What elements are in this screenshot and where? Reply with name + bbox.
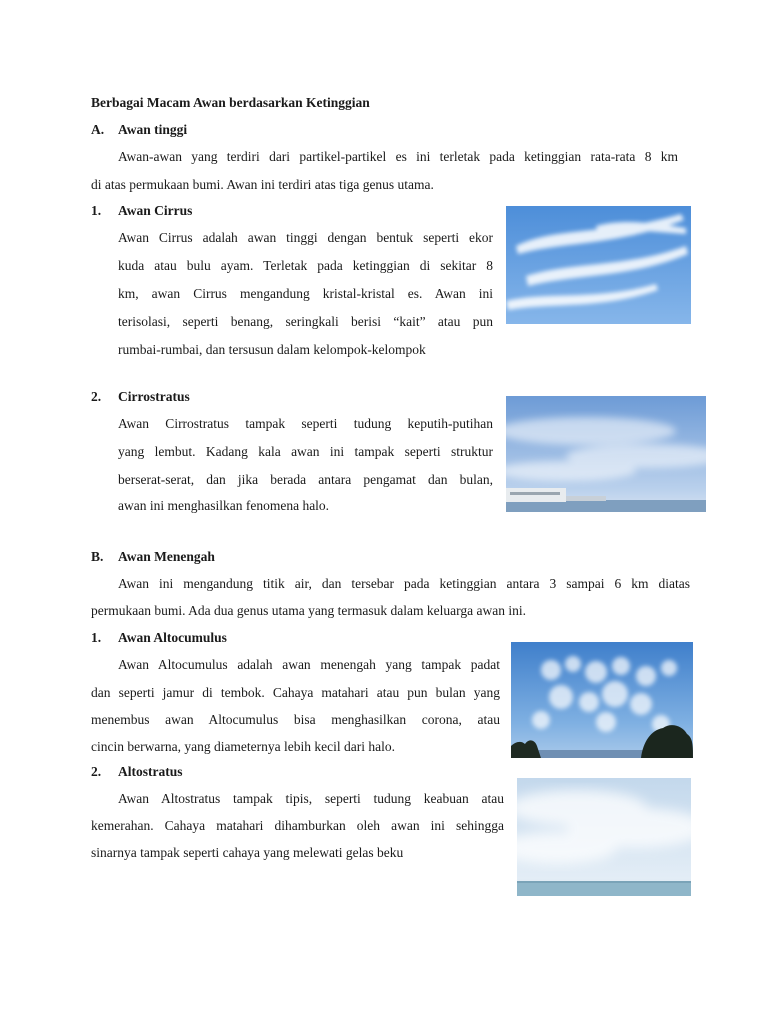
altostratus-line-2: kemerahan. Cahaya matahari dihamburkan oleh awan ini sehingga [91,818,504,833]
section-b-marker: B. [91,549,104,564]
cirrus-heading: Awan Cirrus [118,203,193,218]
section-b-heading: Awan Menengah [118,549,215,564]
cirrostratus-line-3: berserat-serat, dan jika berada antara pengamat dan bulan, [118,472,493,487]
altostratus-heading: Altostratus [118,764,183,779]
section-b-line-1: Awan ini mengandung titik air, dan tersebar pada ketinggian antara 3 sampai 6 km diatas [118,576,690,591]
altocumulus-heading: Awan Altocumulus [118,630,227,645]
page-title: Berbagai Macam Awan berdasarkan Ketinggian [91,95,370,110]
section-a-marker: A. [91,122,105,137]
cirrus-line-2: kuda atau bulu ayam. Terletak pada ketinggian di sekitar 8 [118,258,493,273]
cirrus-line-1: Awan Cirrus adalah awan tinggi dengan bentuk seperti ekor [118,230,493,245]
altocumulus-line-4: cincin berwarna, yang diameternya lebih kecil dari halo. [91,739,395,754]
cirrus-line-5: rumbai-rumbai, dan tersusun dalam kelompok-kelompok [118,342,426,357]
altostratus-line-1: Awan Altostratus tampak tipis, seperti tudung keabuan atau [118,791,504,806]
altocumulus-line-2: dan seperti jamur di tembok. Cahaya matahari atau pun bulan yang [91,685,500,700]
cirrostratus-line-4: awan ini menghasilkan fenomena halo. [118,498,330,513]
cirrostratus-line-1: Awan Cirrostratus tampak seperti tudung keputih-putihan [118,416,493,431]
altostratus-cloud-photo [517,778,691,896]
altostratus-marker: 2. [91,764,102,779]
cirrostratus-heading: Cirrostratus [118,389,190,404]
cirrostratus-cloud-photo [506,396,706,512]
cirrus-marker: 1. [91,203,102,218]
section-a-line-1: Awan-awan yang terdiri dari partikel-partikel es ini terletak pada ketinggian rata-rata 8 km [118,149,678,164]
altocumulus-line-1: Awan Altocumulus adalah awan menengah yang tampak padat [118,657,500,672]
cirrus-line-4: terisolasi, seperti benang, seringkali berisi “kait” atau pun [118,314,493,329]
altocumulus-line-3: menembus awan Altocumulus bisa menghasilkan corona, atau [91,712,500,727]
section-a-heading: Awan tinggi [118,122,188,137]
altocumulus-marker: 1. [91,630,102,645]
cirrus-cloud-photo [506,206,691,324]
cirrostratus-marker: 2. [91,389,102,404]
altocumulus-cloud-photo [511,642,693,758]
cirrostratus-line-2: yang lembut. Kadang kala awan ini tampak seperti struktur [118,444,493,459]
section-b-line-2: permukaan bumi. Ada dua genus utama yang termasuk dalam keluarga awan ini. [91,603,526,618]
altostratus-line-3: sinarnya tampak seperti cahaya yang melewati gelas beku [91,845,404,860]
cirrus-line-3: km, awan Cirrus mengandung kristal-kristal es. Awan ini [118,286,493,301]
section-a-line-2: di atas permukaan bumi. Awan ini terdiri atas tiga genus utama. [91,177,434,192]
